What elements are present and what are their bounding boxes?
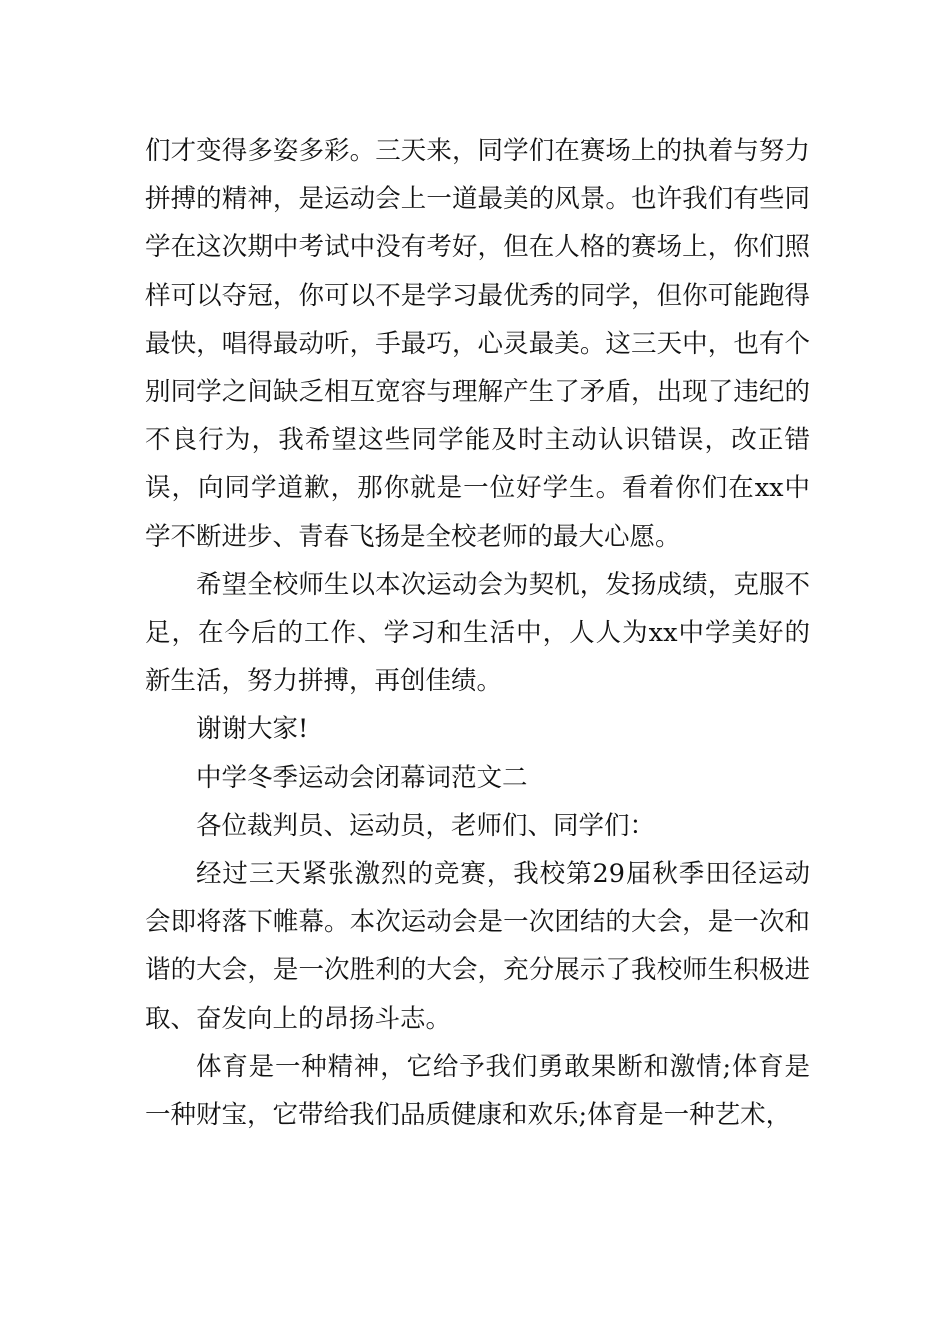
section-title: 中学冬季运动会闭幕词范文二 [196, 762, 528, 793]
paragraph-hope: 希望全校师生以本次运动会为契机，发扬成绩，克服不足，在今后的工作、学习和生活中，人人为xx中学美好的新生活，努力拼搏，再创佳绩。 [145, 569, 810, 697]
paragraph-opening: 经过三天紧张激烈的竞赛，我校第29届秋季田径运动会即将落下帷幕。本次运动会是一次团结的大会，是一次和谐的大会，是一次胜利的大会，充分展示了我校师生积极进取、奋发向上的昂扬斗志。 [145, 859, 810, 1034]
paragraph-thanks: 谢谢大家! [196, 714, 309, 745]
paragraph-sports-spirit: 体育是一种精神，它给予我们勇敢果断和激情;体育是一种财宝，它带给我们品质健康和欢乐;体育是一种艺术， [145, 1051, 810, 1131]
paragraph-continuation: 们才变得多姿多彩。三天来，同学们在赛场上的执着与努力拼搏的精神，是运动会上一道最美的风景。也许我们有些同学在这次期中考试中没有考好，但在人格的赛场上，你们照样可以夺冠，你可以不是学习最优秀的同学，但你可能跑得最快，唱得最动听，手最巧，心灵最美。这三天中，也有个别同学之间缺乏相互宽容与理解产生了矛盾，出现了违纪的不良行为，我希望这些同学能及时主动认识错误，改正错误，向同学道歉，那你就是一位好学生。看着你们在xx中学不断进步、青春飞扬是全校老师的最大心愿。 [145, 136, 810, 552]
salutation: 各位裁判员、运动员，老师们、同学们： [196, 810, 656, 841]
document-body [145, 127, 810, 1139]
